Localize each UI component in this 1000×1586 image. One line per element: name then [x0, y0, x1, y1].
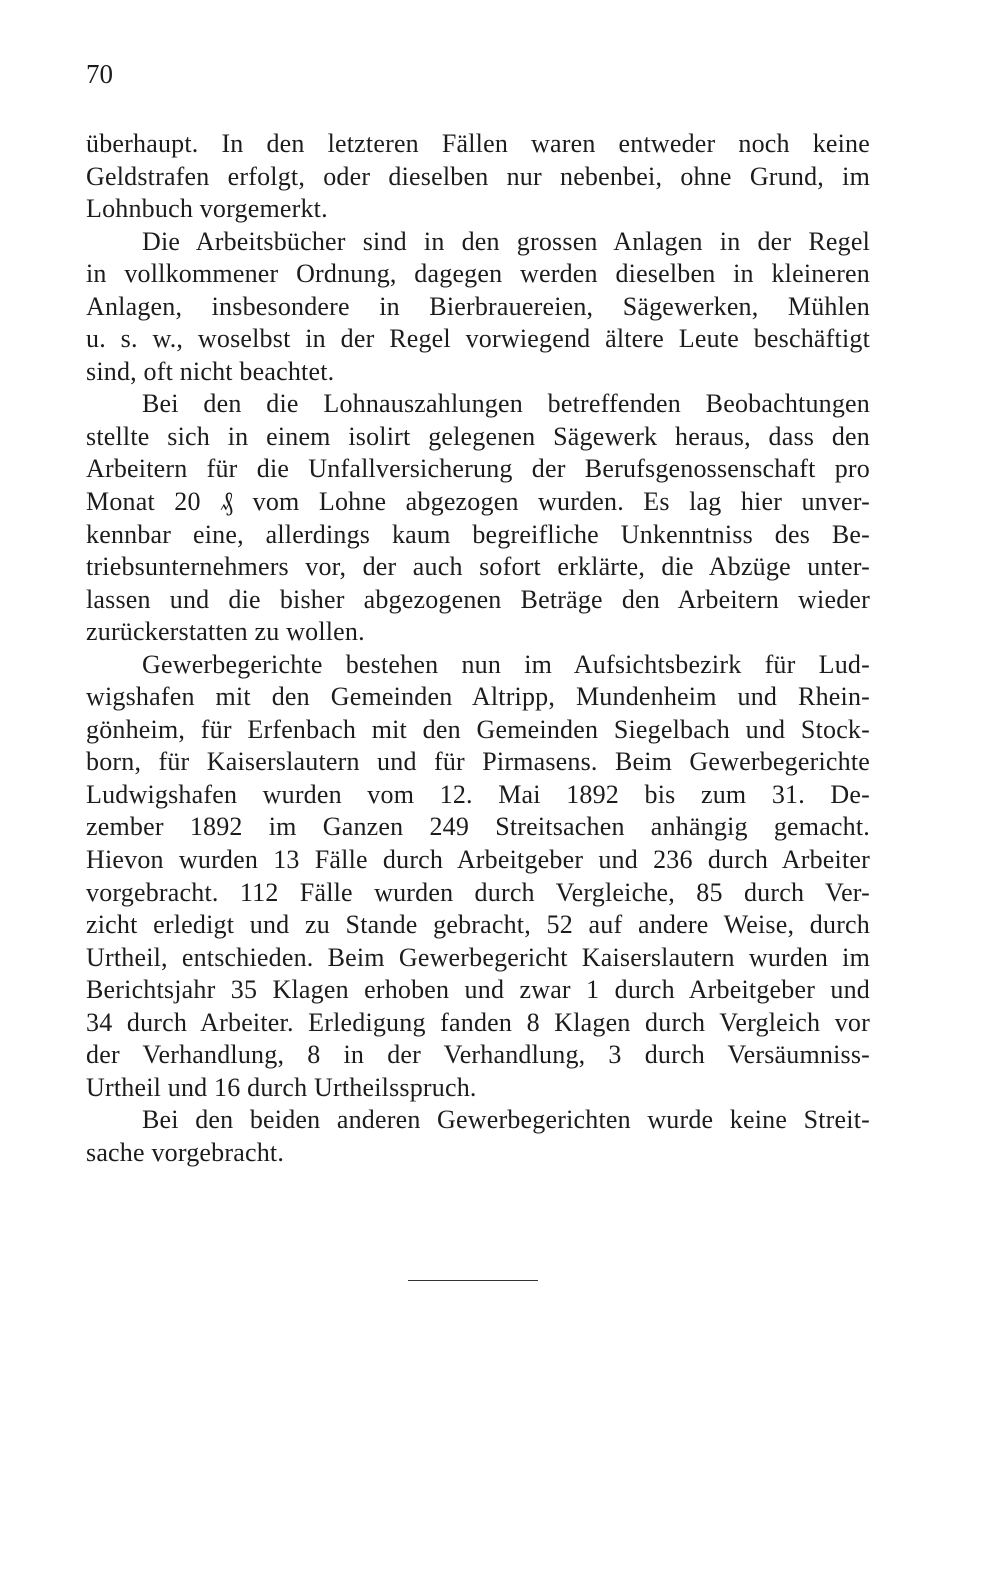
text-line: gönheim, für Erfenbach mit den Gemeinden Siegelbach und Stock- — [86, 714, 870, 744]
end-rule — [408, 1280, 538, 1281]
text-line: Urtheil und 16 durch Urtheilsspruch. — [86, 1072, 477, 1102]
text-line: zicht erledigt und zu Stande gebracht, 52 auf andere Weise, durch — [86, 910, 870, 940]
text-line: born, für Kaiserslautern und für Pirmasens. Beim Gewerbegerichte — [86, 747, 870, 777]
text-line: stellte sich in einem isolirt gelegenen Sägewerk heraus, dass den — [86, 421, 870, 451]
text-line: Gewerbegerichte bestehen nun im Aufsichtsbezirk für Lud- — [142, 649, 870, 679]
text-line: Bei den die Lohnauszahlungen betreffenden Beobachtungen — [142, 389, 870, 419]
text-line: Monat 20 ₰ vom Lohne abgezogen wurden. Es lag hier unver- — [86, 487, 870, 517]
text-line: sind, oft nicht beachtet. — [86, 356, 335, 386]
text-line: wigshafen mit den Gemeinden Altripp, Mundenheim und Rhein- — [86, 682, 870, 712]
body-text — [86, 128, 870, 1170]
text-line: Ludwigshafen wurden vom 12. Mai 1892 bis zum 31. De- — [86, 779, 870, 809]
text-line: Die Arbeitsbücher sind in den grossen Anlagen in der Regel — [142, 226, 870, 256]
text-line: u. s. w., woselbst in der Regel vorwiegend ältere Leute beschäftigt — [86, 324, 870, 354]
text-line: überhaupt. In den letzteren Fällen waren entweder noch keine — [86, 129, 870, 158]
text-line: in vollkommener Ordnung, dagegen werden dieselben in kleineren — [86, 259, 870, 289]
text-line: Geldstrafen erfolgt, oder dieselben nur nebenbei, ohne Grund, im — [86, 161, 870, 191]
text-line: Hievon wurden 13 Fälle durch Arbeitgeber und 236 durch Arbeiter — [86, 845, 870, 875]
text-line: kennbar eine, allerdings kaum begreifliche Unkenntniss des Be- — [86, 519, 870, 549]
text-line: Urtheil, entschieden. Beim Gewerbegericht Kaiserslautern wurden im — [86, 942, 870, 972]
text-line: sache vorgebracht. — [86, 1137, 285, 1167]
text-line: vorgebracht. 112 Fälle wurden durch Vergleiche, 85 durch Ver- — [86, 877, 870, 907]
text-line: zurückerstatten zu wollen. — [86, 617, 365, 647]
text-line: Bei den beiden anderen Gewerbegerichten wurde keine Streit- — [142, 1105, 870, 1135]
text-line: Arbeitern für die Unfallversicherung der Berufsgenossenschaft pro — [86, 454, 870, 484]
text-line: triebsunternehmers vor, der auch sofort erklärte, die Abzüge unter- — [86, 552, 870, 582]
text-line: Anlagen, insbesondere in Bierbrauereien, Sägewerken, Mühlen — [86, 291, 870, 321]
text-line: Berichtsjahr 35 Klagen erhoben und zwar 1 durch Arbeitgeber und — [86, 975, 870, 1005]
text-line: Lohnbuch vorgemerkt. — [86, 194, 328, 224]
text-line: 34 durch Arbeiter. Erledigung fanden 8 Klagen durch Vergleich vor — [86, 1007, 870, 1037]
text-line: zember 1892 im Ganzen 249 Streitsachen anhängig gemacht. — [86, 812, 870, 842]
text-line: der Verhandlung, 8 in der Verhandlung, 3 durch Versäumniss- — [86, 1040, 870, 1070]
text-line: lassen und die bisher abgezogenen Beträge den Arbeitern wieder — [86, 584, 870, 614]
page-number: 70 — [86, 59, 113, 89]
